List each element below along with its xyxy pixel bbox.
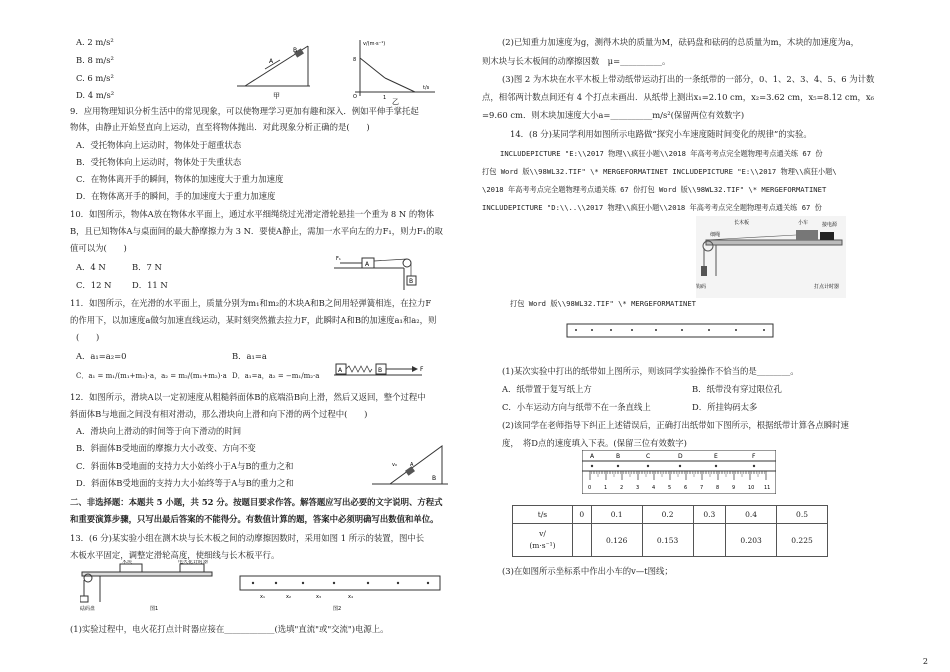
- tape-point-label: C: [646, 453, 651, 460]
- q10-option-b: B．7 N: [132, 262, 162, 272]
- tape-point: [679, 465, 681, 467]
- q13-part-3-line-1: (3)图 2 为木块在水平木板上带动纸带运动打出的一条纸带的一部分，0、1、2、3、4、5、6 为计数: [502, 74, 875, 84]
- q10-stem-2: B，且已知物体A与桌面间的最大静摩擦力为 3 N．要使A静止，需加一水平向左的力F₁，则力F₁的取: [70, 226, 443, 236]
- q12-v0-label: v₀: [392, 462, 397, 468]
- q10-option-d: D．11 N: [132, 280, 168, 290]
- table-cell: 0.153: [642, 524, 693, 557]
- velocity-table: [512, 505, 828, 557]
- table-cell: [572, 524, 591, 557]
- q13-part-3-line-3: =9.60 cm．则木块加速度大小a=__________m/s²(保留两位有效数字): [482, 110, 745, 120]
- apparatus-board-label: 长木板: [734, 220, 750, 226]
- table-cell: 0.3: [693, 506, 726, 524]
- q13-figure-2: [238, 572, 443, 614]
- include-tail: 打包 Word 版\\98WL32.TIF" \* MERGEFORMATINET: [510, 299, 696, 308]
- velocity-header: v/: [539, 529, 546, 538]
- ruler-tick-label: 6: [684, 485, 688, 491]
- q9-option-d: D．在物体离开手的瞬间，手的加速度大于重力加速度: [76, 191, 276, 201]
- q10-stem-3: 值可以为( ): [70, 243, 127, 253]
- q14-1-option-c: C．小车运动方向与纸带不在一条直线上: [502, 402, 651, 412]
- q9-option-a: A．受托物体向上运动时，物体处于超重状态: [76, 140, 242, 150]
- section2-line-2: 和重要演算步骤，只写出最后答案的不能得分。有数值计算的题，答案中必须明确写出数值和单位。: [70, 514, 439, 524]
- fig1-block-label: 木块: [122, 560, 133, 565]
- q11-option-a: A．a₁=a₂=0: [76, 351, 127, 361]
- include-line-1: INCLUDEPICTURE "E:\\2017 物理\\疯狂小题\\2018 年高考考点完全题物理考点通关练 67 份: [500, 149, 823, 158]
- table-cell-d-velocity[interactable]: [693, 524, 726, 557]
- table-cell: 0.225: [777, 524, 828, 557]
- q11-figure: [332, 356, 432, 378]
- axis-v-label: v/(m·s⁻¹): [363, 41, 386, 47]
- ruler-tick-label: 1: [604, 485, 608, 491]
- q8-option-b: B. 8 m/s²: [76, 55, 114, 65]
- tape-figure-1: [566, 322, 774, 340]
- q12-label-b: B: [432, 475, 437, 482]
- table-cell: 0.4: [726, 506, 777, 524]
- include-line-4: INCLUDEPICTURE "D:\\..\\2017 物理\\疯狂小题\\2018 年高考考点完全题物理考点通关练 67 份: [482, 203, 822, 212]
- q9-stem-2: 物体，由静止开始竖直向上运动，直至将物体抛出．对此现象分析正确的是( ): [70, 122, 370, 132]
- tape-point: [647, 465, 649, 467]
- ruler-tick-label: 5: [668, 485, 672, 491]
- origin-label: O: [353, 94, 357, 100]
- q14-part-2-line-2: 度， 将D点的速度填入下表。(保留三位有效数字): [502, 438, 687, 448]
- q12-stem-2: 斜面体B与地面之间没有相对滑动，那么滑块向上滑和向下滑的两个过程中( ): [70, 409, 368, 419]
- fig2-x4: x₄: [348, 594, 353, 600]
- ruler-tick-label: 4: [652, 485, 656, 491]
- table-cell: 0.5: [777, 506, 828, 524]
- q10-option-a: A．4 N: [76, 262, 106, 272]
- fig2-x2: x₂: [286, 594, 291, 600]
- apparatus-power-label: 接电源: [822, 222, 838, 228]
- apparatus-timer-label: 打点计时器: [814, 284, 840, 290]
- tape-point: [753, 465, 755, 467]
- ruler-figure: [582, 450, 776, 494]
- q13-figure-1: [80, 560, 225, 618]
- ruler-tick-label: 10: [748, 485, 755, 491]
- q8-option-c: C. 6 m/s²: [76, 73, 114, 83]
- table-row-time: [513, 506, 828, 524]
- q8-figure: [235, 36, 440, 106]
- q11-stem-1: 11．如图所示，在光滑的水平面上，质量分别为m₁和m₂的木块A和B之间用轻弹簧相连，在拉力F: [70, 298, 432, 308]
- fig1-weight-label: 砝码盘: [80, 606, 96, 612]
- include-line-3: \2018 年高考考点完全题物理考点通关练 67 份打包 Word 版\\98WL32.TIF" \* MERGEFORMATINET: [482, 185, 827, 194]
- table-cell: [513, 524, 573, 557]
- ruler-tick-label: 8: [716, 485, 720, 491]
- q10-stem-1: 10．如图所示，物体A放在物体水平面上，通过水平细绳绕过光滑定滑轮悬挂一个重为 8 N 的物体: [70, 209, 434, 219]
- table-cell: t/s: [513, 506, 573, 524]
- velocity-unit: (m·s⁻¹): [529, 541, 556, 550]
- q9-stem-1: 9．应用物理知识分析生活中的常见现象，可以使物理学习更加有趣和深入．例如平伸手掌托起: [70, 106, 419, 116]
- q11-option-d: D．a₁=a，a₂ = −m₁/m₂·a: [232, 372, 320, 380]
- apparatus-string-label: 细绳: [710, 232, 721, 238]
- table-cell: 0.2: [642, 506, 693, 524]
- ruler-tick-label: 2: [620, 485, 624, 491]
- q13-part-2-line-1: (2)已知重力加速度为g，测得木块的质量为M，砝码盘和砝码的总质量为m，木块的加速度为a，: [502, 37, 859, 47]
- ruler-tick-label: 7: [700, 485, 704, 491]
- q8-option-d: D. 4 m/s²: [76, 90, 115, 100]
- tape-point-label: D: [678, 453, 683, 460]
- fig2-x1: x₁: [260, 594, 265, 600]
- page-number: 2: [922, 657, 928, 666]
- q12-option-b: B．斜面体B受地面的摩擦力大小改变、方向不变: [76, 443, 256, 453]
- table-row-velocity: [513, 524, 828, 557]
- q12-option-a: A．滑块向上滑动的时间等于向下滑动的时间: [76, 426, 242, 436]
- q11-option-b: B．a₁=a: [232, 351, 267, 361]
- fig-label-yi: 乙: [392, 98, 399, 106]
- t1-label: 1: [383, 95, 387, 101]
- q9-option-c: C．在物体离开手的瞬间，物体的加速度大于重力加速度: [76, 174, 284, 184]
- tape-point-label: B: [616, 453, 621, 460]
- ruler-tick-label: 11: [764, 485, 771, 491]
- v0-label: 8: [353, 57, 357, 63]
- q13-part-2-line-2: 则木块与长木板间的动摩擦因数 μ=__________。: [482, 56, 671, 66]
- q8-option-a: A. 2 m/s²: [76, 37, 114, 47]
- q10-block-b: B: [409, 278, 414, 285]
- q14-part-2-line-1: (2)该同学在老师指导下纠正上述错误后，正确打出纸带如下图所示，根据纸带计算各点瞬时速: [502, 420, 849, 430]
- q9-option-b: B．受托物体向上运动时，物体处于失重状态: [76, 157, 242, 167]
- table-cell: 0.1: [591, 506, 642, 524]
- incline-figure-jia: [237, 46, 310, 100]
- q12-option-c: C．斜面体B受地面的支持力大小始终小于A与B的重力之和: [76, 461, 294, 471]
- fig1-caption: 图1: [150, 606, 159, 612]
- fig-label-a: A: [269, 58, 274, 65]
- fig2-x3: x₃: [316, 594, 321, 600]
- q13-stem-2: 木板水平固定，调整定滑轮高度，使细线与长木板平行。: [70, 550, 280, 560]
- table-cell: 0: [572, 506, 591, 524]
- ruler-tick-label: 9: [732, 485, 736, 491]
- tape-point-label: F: [752, 453, 756, 460]
- q13-stem-1: 13．(6 分)某实验小组在测木块与长木板之间的动摩擦因数时，采用如图 1 所示的装置，图中长: [70, 533, 425, 543]
- q10-figure: [332, 250, 427, 292]
- q12-option-d: D．斜面体B受地面的支持力大小始终等于A与B的重力之和: [76, 478, 294, 488]
- tape-point: [591, 465, 593, 467]
- table-cell: 0.203: [726, 524, 777, 557]
- tape-point: [617, 465, 619, 467]
- q12-label-a: A: [410, 462, 414, 468]
- section2-line-1: 二、非选择题：本题共 5 小题，共 52 分。按题目要求作答。解答题应写出必要的文字说明、方程式: [70, 497, 443, 507]
- q10-force-label: F₁: [336, 256, 341, 262]
- q14-part-1: (1)某次实验中打出的纸带如上图所示，则该同学实验操作不恰当的是________。: [502, 366, 799, 376]
- q11-block-a: A: [338, 367, 343, 374]
- q14-stem: 14．(8 分)某同学利用如图所示电路做“探究小车速度随时间变化的规律”的实验。: [510, 129, 812, 139]
- q11-option-c: C．a₁ = m₁/(m₁+m₂)·a，a₂ = m₂/(m₁+m₂)·a: [76, 372, 227, 380]
- q14-part-3: (3)在如图所示坐标系中作出小车的v—t图线；: [502, 566, 673, 576]
- q13-part-1: (1)实验过程中，电火花打点计时器应接在____________(选填"直流"或"交流")电源上。: [70, 624, 389, 634]
- q11-stem-3: ( ): [76, 332, 100, 342]
- tape-point: [715, 465, 717, 467]
- apparatus-cart-label: 小车: [798, 220, 809, 226]
- q12-figure: [370, 432, 450, 488]
- ruler-tick-label: 0: [588, 485, 592, 491]
- table-cell: 0.126: [591, 524, 642, 557]
- axis-t-label: t/s: [423, 85, 430, 91]
- fig1-timer-label: 电火花计时器: [178, 560, 209, 565]
- q10-option-c: C．12 N: [76, 280, 112, 290]
- q12-stem-1: 12．如图所示，滑块A以一定初速度从粗糙斜面体B的底端沿B向上滑，然后又返回，整个过程中: [70, 392, 426, 402]
- fig-label-b: B: [293, 47, 298, 54]
- ruler-tick-label: 3: [636, 485, 640, 491]
- fig-label-jia: 甲: [273, 92, 280, 100]
- apparatus-figure: [696, 216, 846, 298]
- q14-1-option-b: B．纸带没有穿过限位孔: [692, 384, 782, 394]
- include-line-2: 打包 Word 版\\98WL32.TIF" \* MERGEFORMATINET INCLUDEPICTURE "E:\\2017 物理\\疯狂小题\: [482, 167, 837, 176]
- vt-graph-yi: [353, 40, 435, 106]
- q13-part-3-line-2: 点，相邻两计数点间还有 4 个打点未画出．从纸带上测出x₁=2.10 cm，x₂=3.62 cm，x₅=8.12 cm，x₆: [482, 92, 874, 102]
- fig2-caption: 图2: [333, 606, 342, 612]
- q10-block-a: A: [365, 261, 370, 268]
- q11-block-b: B: [378, 367, 383, 374]
- q14-1-option-a: A．纸带置于复写纸上方: [502, 384, 592, 394]
- q11-stem-2: 的作用下，以加速度a做匀加速直线运动，某时刻突然撤去拉力F，此瞬时A和B的加速度a₁和a₂，则: [70, 315, 437, 325]
- q11-force-label: F: [420, 366, 424, 373]
- apparatus-weight-label: 钩码: [696, 284, 707, 290]
- q14-1-option-d: D．所挂钩码太多: [692, 402, 758, 412]
- tape-point-label: A: [590, 453, 595, 460]
- tape-point-label: E: [714, 453, 718, 460]
